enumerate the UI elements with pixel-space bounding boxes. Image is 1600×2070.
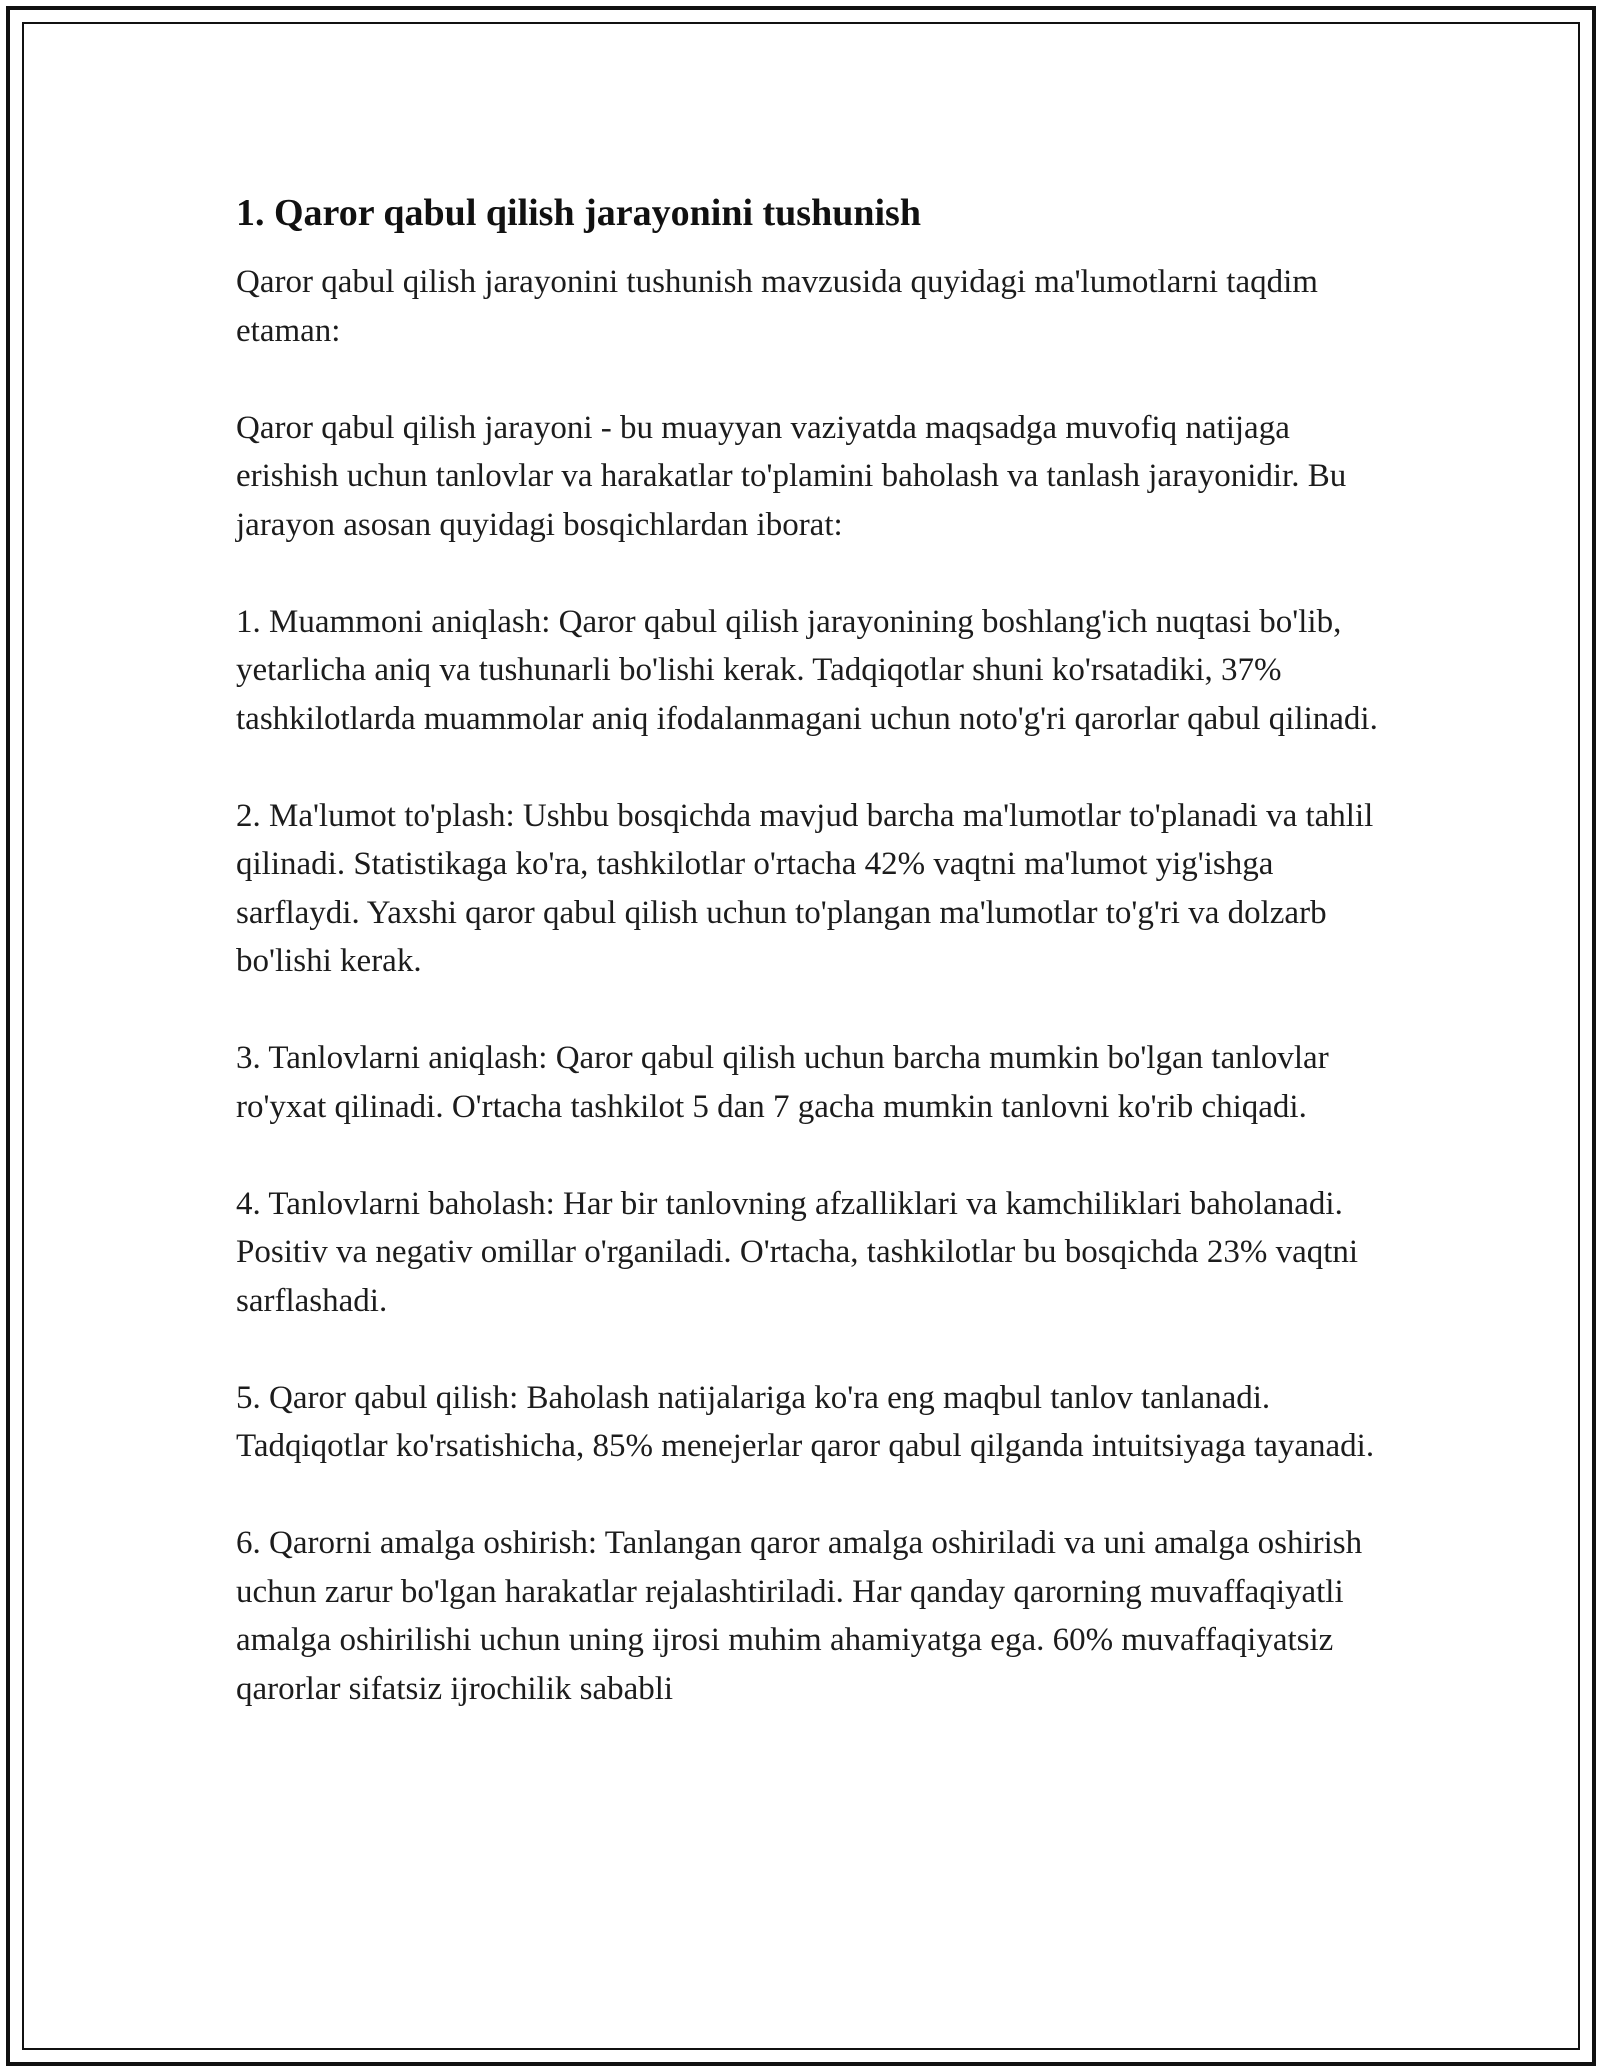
paragraph-step-5: 5. Qaror qabul qilish: Baholash natijalariga ko'ra eng maqbul tanlov tanlanadi. Tadqiqotlar ko'rsatishicha, 85% menejerlar qaror qabul qilganda intuitsiyaga tayanadi. bbox=[236, 1379, 1375, 1464]
paragraph-definition: Qaror qabul qilish jarayoni - bu muayyan vaziyatda maqsadga muvofiq natijaga erishish uchun tanlovlar va harakatlar to'plamini baholash va tanlash jarayonidir. Bu jarayon asosan quyidagi bosqichlardan iborat: bbox=[236, 409, 1347, 543]
paragraph-step-6: 6. Qarorni amalga oshirish: Tanlangan qaror amalga oshiriladi va uni amalga oshirish uchun zarur bo'lgan harakatlar rejalashtiriladi. Har qanday qarorning muvaffaqiyatli amalga oshirilishi uchun uning ijrosi muhim ahamiyatga ega. 60% muvaffaqiyatsiz qarorlar sifatsiz ijrochilik sababli bbox=[236, 1525, 1363, 1707]
paragraph-step-2: 2. Ma'lumot to'plash: Ushbu bosqichda mavjud barcha ma'lumotlar to'planadi va tahlil qilinadi. Statistikaga ko'ra, tashkilotlar o'rtacha 42% vaqtni ma'lumot yig'ishga sarflaydi. Yaxshi qaror qabul qilish uchun to'plangan ma'lumotlar to'g'ri va dolzarb bo'lishi kerak. bbox=[236, 797, 1374, 979]
paragraph-intro: Qaror qabul qilish jarayonini tushunish mavzusida quyidagi ma'lumotlarni taqdim etaman: bbox=[236, 264, 1318, 349]
section-title: 1. Qaror qabul qilish jarayonini tushunish bbox=[236, 192, 921, 234]
paragraph-step-3: 3. Tanlovlarni aniqlash: Qaror qabul qilish uchun barcha mumkin bo'lgan tanlovlar ro'yxat qilinadi. O'rtacha tashkilot 5 dan 7 gacha mumkin tanlovni ko'rib chiqadi. bbox=[236, 1040, 1329, 1125]
paragraph-step-4: 4. Tanlovlarni baholash: Har bir tanlovning afzalliklari va kamchiliklari baholanadi. Positiv va negativ omillar o'rganiladi. O'rtacha, tashkilotlar bu bosqichda 23% vaqtni sarflashadi. bbox=[236, 1185, 1359, 1319]
document-body bbox=[236, 186, 1386, 1713]
paragraph-step-1: 1. Muammoni aniqlash: Qaror qabul qilish jarayonining boshlang'ich nuqtasi bo'lib, yetarlicha aniq va tushunarli bo'lishi kerak. Tadqiqotlar shuni ko'rsatadiki, 37% tashkilotlarda muammolar aniq ifodalanmagani uchun noto'g'ri qarorlar qabul qilinadi. bbox=[236, 603, 1378, 737]
